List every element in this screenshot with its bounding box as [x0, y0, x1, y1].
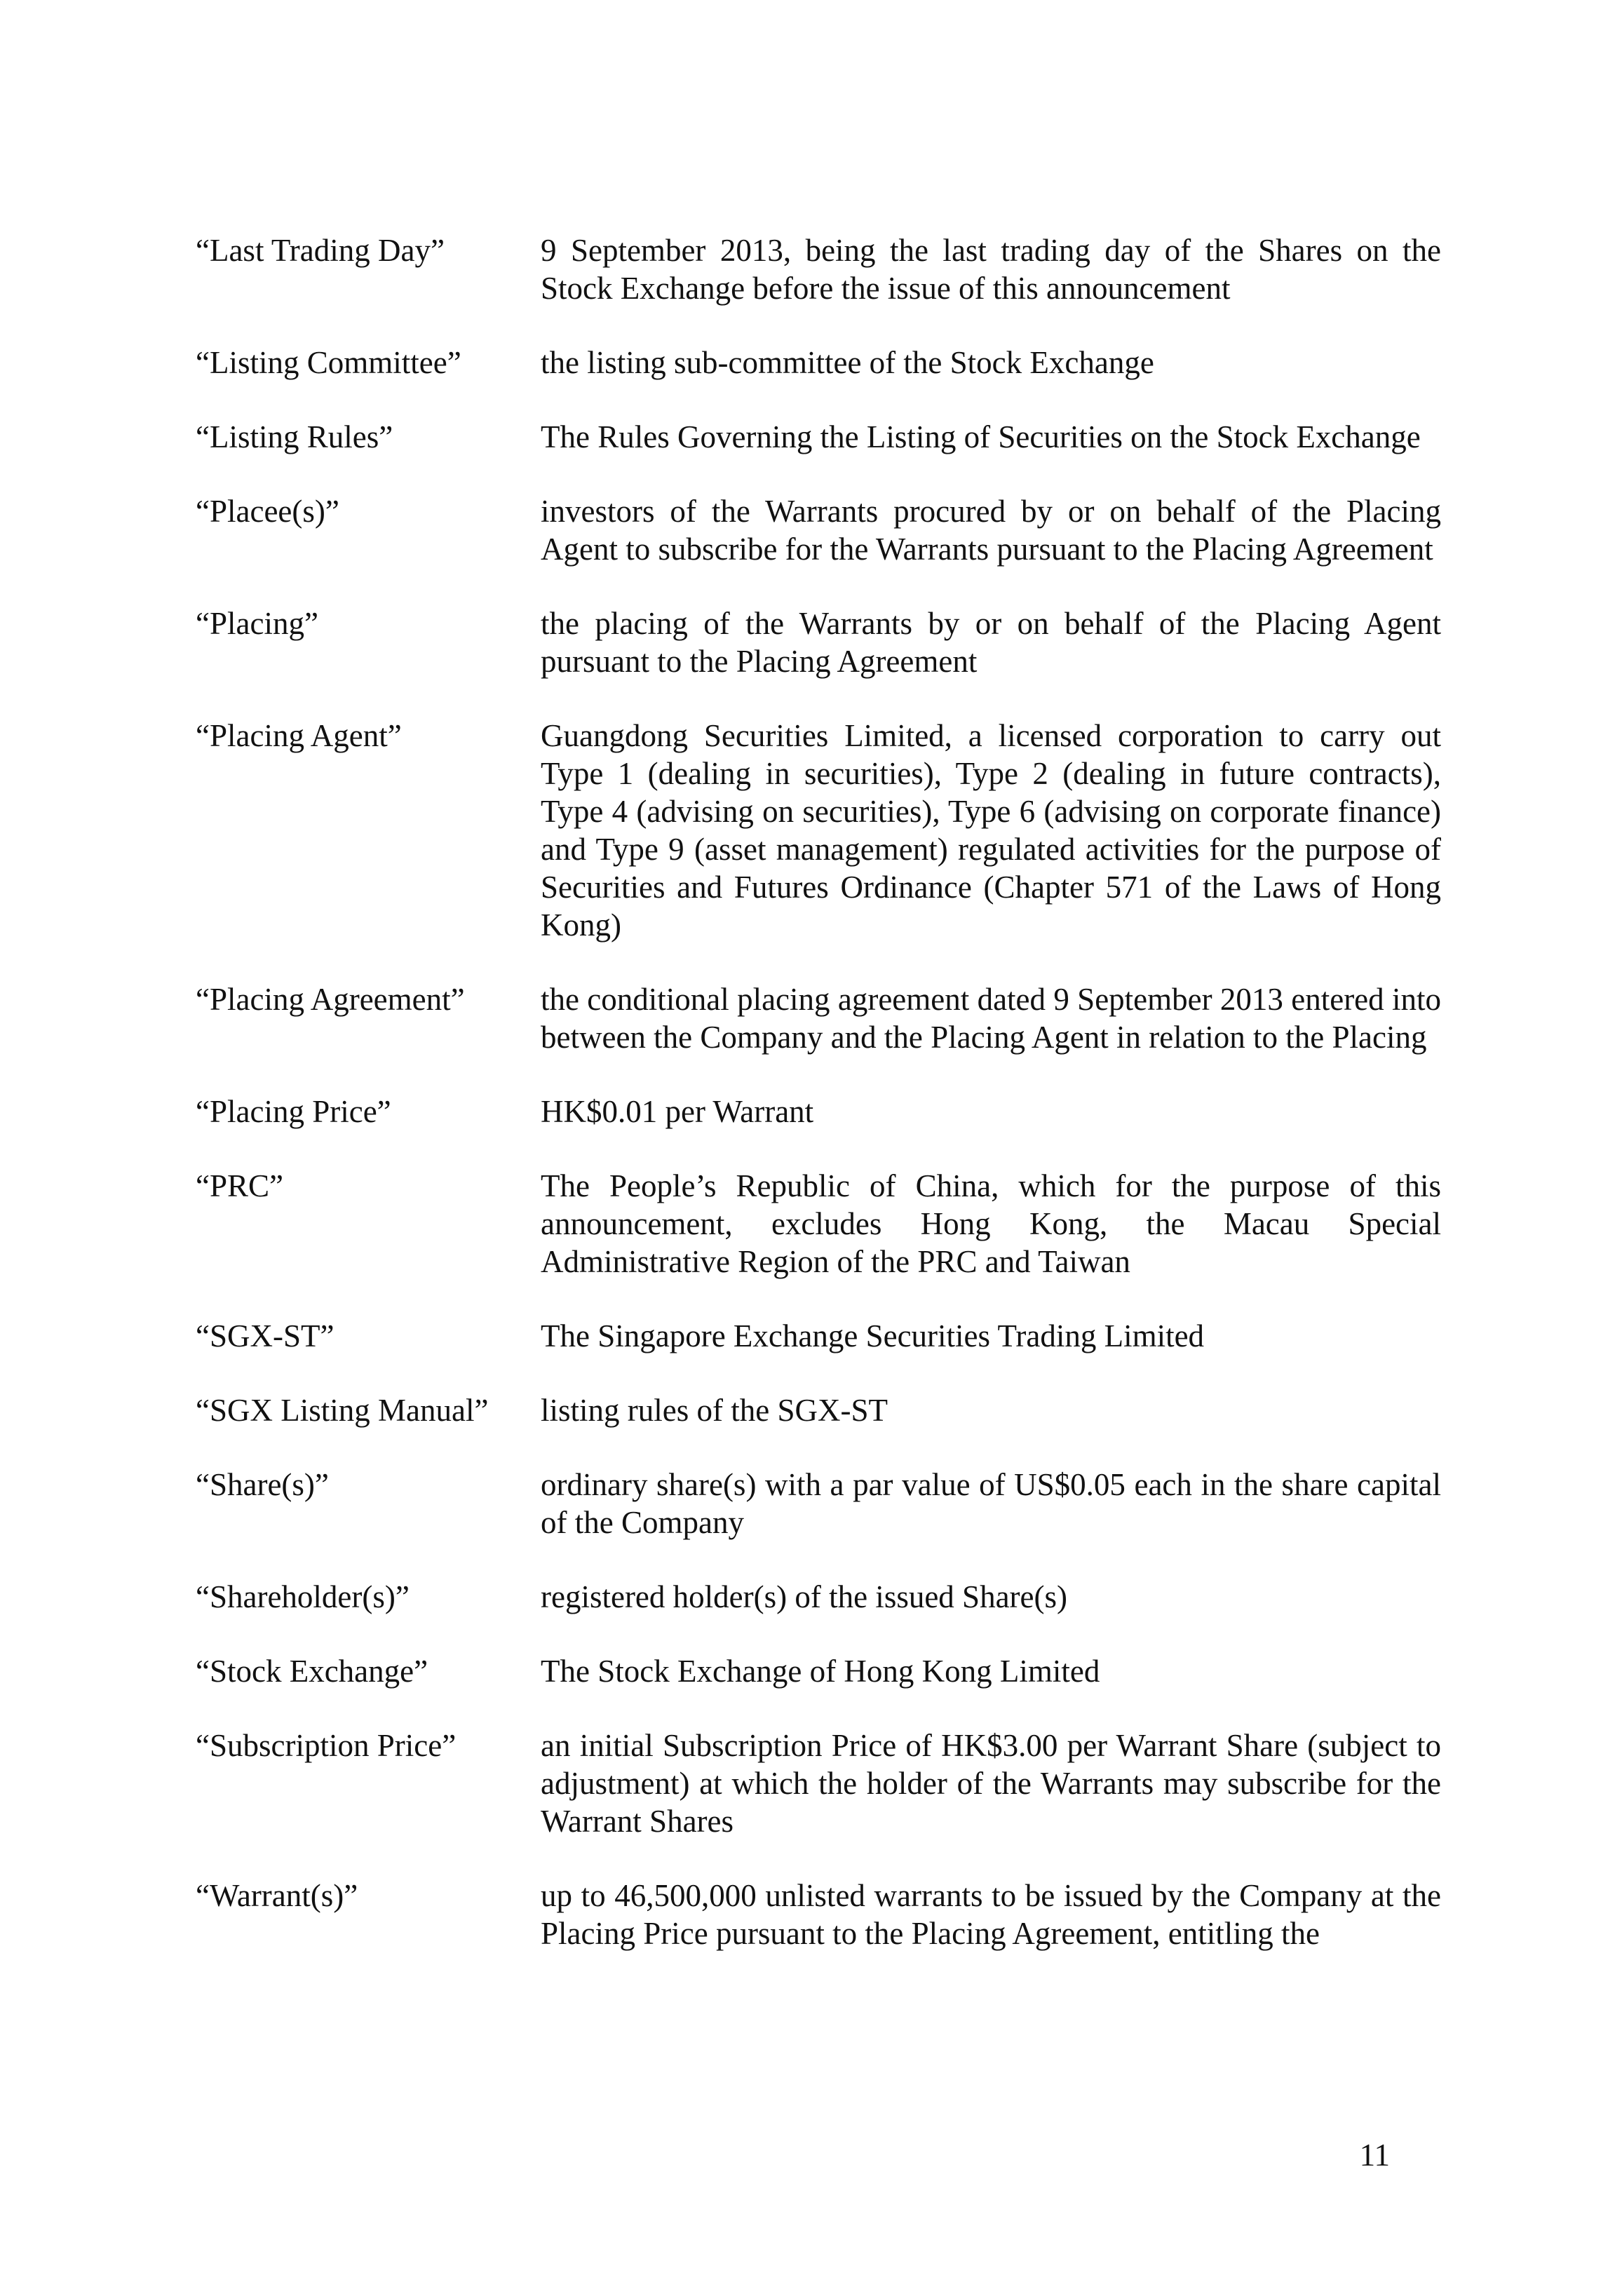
definition-term: “Subscription Price” [196, 1728, 457, 1763]
definition-row-shares [196, 1466, 1441, 1541]
definition-text: The Stock Exchange of Hong Kong Limited [541, 1654, 1100, 1689]
definition-text: an initial Subscription Price of HK$3.00 per Warrant Share (subject to adjustment) at which the holder of the Warrants may subscribe for the Warrant Shares [541, 1728, 1441, 1839]
definition-term: “Last Trading Day” [196, 233, 445, 268]
definition-row-stock-exchange [196, 1652, 1441, 1690]
definition-term: “Placing Agreement” [196, 982, 465, 1017]
definition-text: The Singapore Exchange Securities Trading Limited [541, 1318, 1205, 1353]
definition-row-placing [196, 605, 1441, 680]
definition-row-listing-rules [196, 418, 1441, 456]
definition-text: registered holder(s) of the issued Share(s) [541, 1579, 1068, 1614]
definition-row-placing-agent [196, 717, 1441, 944]
definition-term: “Placee(s)” [196, 494, 339, 529]
definition-row-sgx-st [196, 1317, 1441, 1355]
definition-text: investors of the Warrants procured by or on behalf of the Placing Agent to subscribe for the Warrants pursuant to the Placing Agreement [541, 494, 1441, 567]
definition-row-sgx-listing-manual [196, 1391, 1441, 1429]
definition-term: “Placing Agent” [196, 718, 402, 753]
definition-term: “Stock Exchange” [196, 1654, 428, 1689]
definition-text: HK$0.01 per Warrant [541, 1094, 814, 1129]
definition-text: the conditional placing agreement dated 9 September 2013 entered into between the Company and the Placing Agent in relation to the Placing [541, 982, 1441, 1055]
definition-text: Guangdong Securities Limited, a licensed corporation to carry out Type 1 (dealing in securities), Type 2 (dealing in future contracts), Type 4 (advising on securities), Type 6 (advising on corporate finance) and Type 9 (asset management) regulated activities for the purpose of Securities and Futures Ordinance (Chapter 571 of the Laws of Hong Kong) [541, 718, 1441, 943]
definition-row-listing-committee [196, 344, 1441, 381]
definition-term: “Placing Price” [196, 1094, 391, 1129]
definition-term: “PRC” [196, 1168, 284, 1203]
definition-row-prc [196, 1167, 1441, 1281]
definition-term: “SGX-ST” [196, 1318, 334, 1353]
definition-row-placing-agreement [196, 980, 1441, 1056]
definition-text: ordinary share(s) with a par value of US$0.05 each in the share capital of the Company [541, 1467, 1441, 1540]
page-number: 11 [1359, 2138, 1390, 2173]
definition-term: “Listing Rules” [196, 419, 393, 454]
definition-row-placees [196, 492, 1441, 568]
definition-text: 9 September 2013, being the last trading day of the Shares on the Stock Exchange before the issue of this announcement [541, 233, 1441, 306]
definition-text: up to 46,500,000 unlisted warrants to be issued by the Company at the Placing Price pursuant to the Placing Agreement, entitling the [541, 1878, 1441, 1951]
definition-term: “Shareholder(s)” [196, 1579, 410, 1614]
definition-row-last-trading-day [196, 231, 1441, 307]
definition-term: “Listing Committee” [196, 345, 461, 380]
definition-text: the placing of the Warrants by or on behalf of the Placing Agent pursuant to the Placing Agreement [541, 606, 1441, 679]
definition-term: “Placing” [196, 606, 318, 641]
definition-text: listing rules of the SGX-ST [541, 1393, 888, 1428]
definition-term: “SGX Listing Manual” [196, 1393, 489, 1428]
definition-text: The People’s Republic of China, which for the purpose of this announcement, excludes Hong Kong, the Macau Special Administrative Region of the PRC and Taiwan [541, 1168, 1441, 1279]
definition-row-subscription-price [196, 1727, 1441, 1840]
definition-row-placing-price [196, 1093, 1441, 1130]
definition-text: the listing sub-committee of the Stock Exchange [541, 345, 1154, 380]
definition-term: “Share(s)” [196, 1467, 329, 1502]
definition-text: The Rules Governing the Listing of Securities on the Stock Exchange [541, 419, 1421, 454]
definition-row-shareholders [196, 1578, 1441, 1616]
definition-row-warrants [196, 1877, 1441, 1952]
definitions-list [196, 231, 1441, 1989]
definition-term: “Warrant(s)” [196, 1878, 358, 1913]
